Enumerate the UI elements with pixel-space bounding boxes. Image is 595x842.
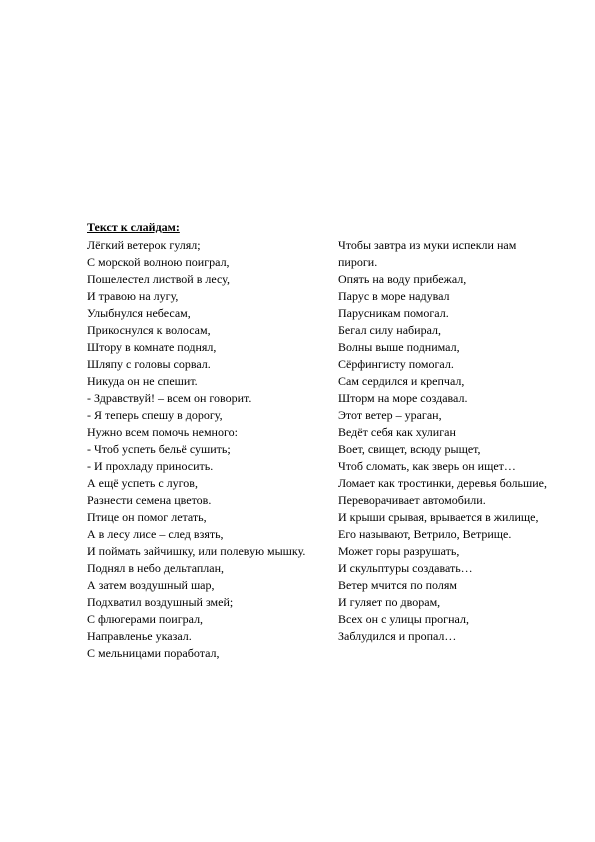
- poem-left-column: [87, 237, 312, 662]
- document-heading: Текст к слайдам:: [87, 220, 180, 234]
- poem-line: - Здравствуй! – всем он говорит.: [87, 391, 252, 405]
- poem-line: Шляпу с головы сорвал.: [87, 357, 211, 371]
- poem-line: Штору в комнате поднял,: [87, 340, 217, 354]
- poem-line: И поймать зайчишку, или полевую мышку.: [87, 544, 306, 558]
- poem-line: Ломает как тростинки, деревья большие,: [338, 476, 547, 490]
- poem-line: Этот ветер – ураган,: [338, 408, 442, 422]
- poem-line: Нужно всем помочь немного:: [87, 425, 238, 439]
- poem-line: Улыбнулся небесам,: [87, 306, 191, 320]
- poem-line: Подхватил воздушный змей;: [87, 595, 234, 609]
- poem-line: Парусникам помогал.: [338, 306, 449, 320]
- poem-line: Переворачивает автомобили.: [338, 493, 486, 507]
- poem-line: С флюгерами поиграл,: [87, 612, 204, 626]
- poem-line: Птице он помог летать,: [87, 510, 207, 524]
- poem-line: И скульптуры создавать…: [338, 561, 473, 575]
- poem-line: - Чтоб успеть бельё сушить;: [87, 442, 231, 456]
- poem-line: Никуда он не спешит.: [87, 374, 198, 388]
- poem-line: Пошелестел листвой в лесу,: [87, 272, 230, 286]
- poem-line: Всех он с улицы прогнал,: [338, 612, 469, 626]
- poem-line: Чтобы завтра из муки испекли нам пироги.: [338, 238, 517, 269]
- poem-line: Направленье указал.: [87, 629, 192, 643]
- poem-line: С морской волною поиграл,: [87, 255, 230, 269]
- poem-line: Лёгкий ветерок гулял;: [87, 238, 201, 252]
- poem-line: Опять на воду прибежал,: [338, 272, 467, 286]
- poem-line: Сёрфингисту помогал.: [338, 357, 454, 371]
- poem-line: - И прохладу приносить.: [87, 459, 214, 473]
- poem-line: Заблудился и пропал…: [338, 629, 457, 643]
- poem-line: Бегал силу набирал,: [338, 323, 441, 337]
- poem-line: С мельницами поработал,: [87, 646, 220, 660]
- poem-line: Его называют, Ветрило, Ветрище.: [338, 527, 512, 541]
- poem-line: Чтоб сломать, как зверь он ищет…: [338, 459, 516, 473]
- poem-line: А затем воздушный шар,: [87, 578, 215, 592]
- poem-line: - Я теперь спешу в дорогу,: [87, 408, 223, 422]
- poem-line: И гуляет по дворам,: [338, 595, 441, 609]
- poem-right-column: [338, 237, 558, 645]
- poem-line: Волны выше поднимал,: [338, 340, 460, 354]
- poem-line: Поднял в небо дельтаплан,: [87, 561, 225, 575]
- poem-line: Шторм на море создавал.: [338, 391, 468, 405]
- poem-line: И травою на лугу,: [87, 289, 179, 303]
- poem-line: Может горы разрушать,: [338, 544, 460, 558]
- poem-line: Ветер мчится по полям: [338, 578, 457, 592]
- poem-line: И крыши срывая, врывается в жилище,: [338, 510, 539, 524]
- poem-line: Парус в море надувал: [338, 289, 450, 303]
- poem-line: Сам сердился и крепчал,: [338, 374, 465, 388]
- poem-line: Прикоснулся к волосам,: [87, 323, 211, 337]
- poem-line: Ведёт себя как хулиган: [338, 425, 456, 439]
- poem-line: А в лесу лисе – след взять,: [87, 527, 224, 541]
- poem-line: Воет, свищет, всюду рыщет,: [338, 442, 481, 456]
- poem-line: Разнести семена цветов.: [87, 493, 212, 507]
- poem-line: А ещё успеть с лугов,: [87, 476, 198, 490]
